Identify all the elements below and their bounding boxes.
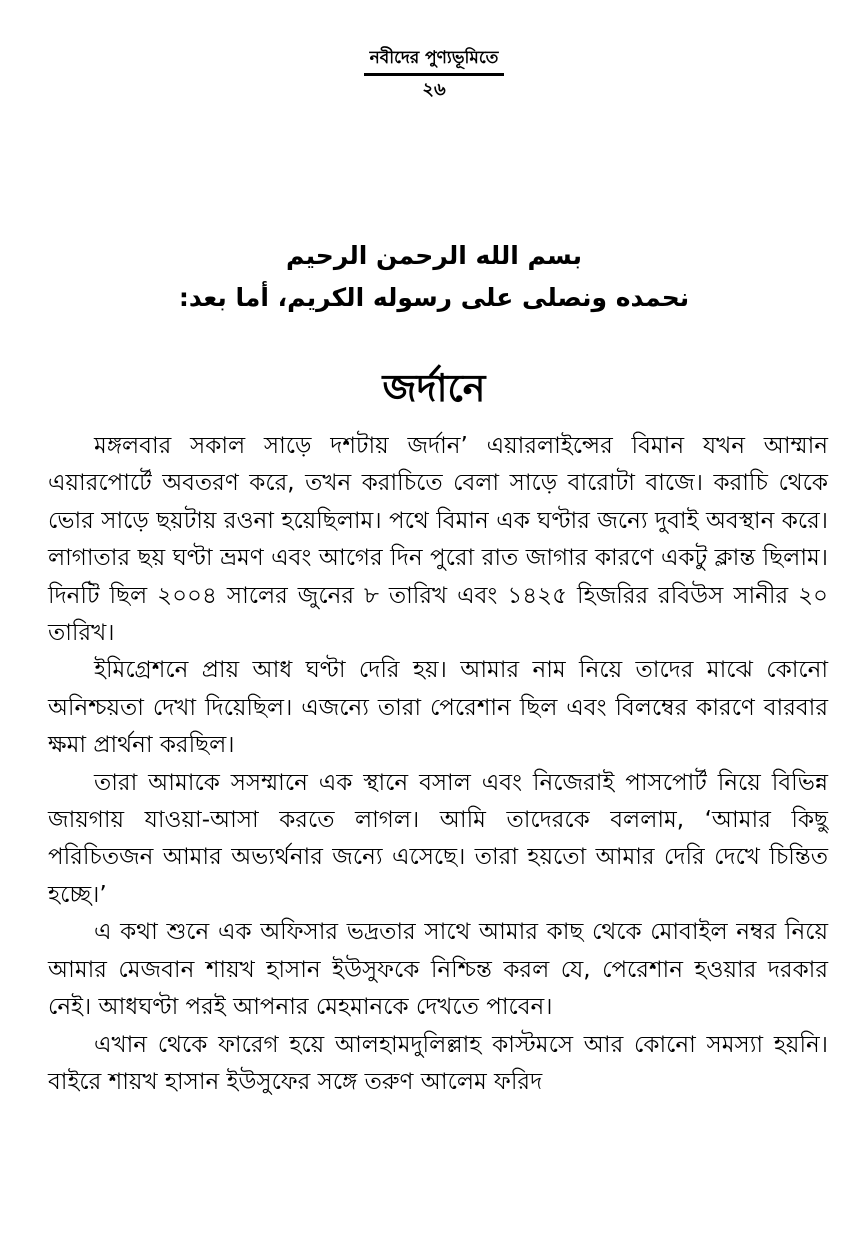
basmala-line: بسم الله الرحمن الرحيم xyxy=(286,241,582,270)
page-number: ২৬ xyxy=(422,79,446,100)
chapter-title: জর্দানে xyxy=(382,366,486,410)
invocation-line: نحمده ونصلى على رسوله الكريم، أما بعد: xyxy=(178,283,690,312)
running-header xyxy=(0,46,868,102)
paragraph: তারা আমাকে সসম্মানে এক স্থানে বসাল এবং নিজেরাই পাসপোর্ট নিয়ে বিভিন্ন জায়গায় যাওয়া-আসা করতে লাগল। আমি তাদেরকে বললাম, ‘আমার কিছু পরিচিতজন আমার অভ্যর্থনার জন্যে এসেছে। তারা হয়তো আমার দেরি দেখে চিন্তিত হচ্ছে।’ xyxy=(48,769,828,908)
paragraph: ইমিগ্রেশনে প্রায় আধ ঘণ্টা দেরি হয়। আমার নাম নিয়ে তাদের মাঝে কোনো অনিশ্চয়তা দেখা দিয়েছিল। এজন্যে তারা পেরেশান ছিল এবং বিলম্বের কারণে বারবার ক্ষমা প্রার্থনা করছিল। xyxy=(48,657,828,759)
paragraph: এখান থেকে ফারেগ হয়ে আলহামদুলিল্লাহ কাস্টমসে আর কোনো সমস্যা হয়নি। বাইরে শায়খ হাসান ইউসুফের সঙ্গে তরুণ আলেম ফরিদ xyxy=(48,1031,828,1095)
paragraph: মঙ্গলবার সকাল সাড়ে দশটায় জর্দান’ এয়ারলাইন্সের বিমান যখন আম্মান এয়ারপোর্টে অবতরণ করে, তখন করাচিতে বেলা সাড়ে বারোটা বাজে। করাচি থেকে ভোর সাড়ে ছয়টায় রওনা হয়েছিলাম। পথে বিমান এক ঘণ্টার জন্যে দুবাই অবস্থান করে। লাগাতার ছয় ঘণ্টা ভ্রমণ এবং আগের দিন পুরো রাত জাগার কারণে একটু ক্লান্ত ছিলাম। দিনটি ছিল ২০০৪ সালের জুনের ৮ তারিখ এবং ১৪২৫ হিজরির রবিউস সানীর ২০ তারিখ। xyxy=(48,433,828,647)
running-title: নবীদের পুণ্যভূমিতে xyxy=(364,46,505,76)
paragraph: এ কথা শুনে এক অফিসার ভদ্রতার সাথে আমার কাছ থেকে মোবাইল নম্বর নিয়ে আমার মেজবান শায়খ হাসান ইউসুফকে নিশ্চিন্ত করল যে, পেরেশান হওয়ার দরকার নেই। আধঘণ্টা পরই আপনার মেহমানকে দেখতে পাবেন। xyxy=(48,919,828,1021)
body-text xyxy=(48,428,828,1101)
